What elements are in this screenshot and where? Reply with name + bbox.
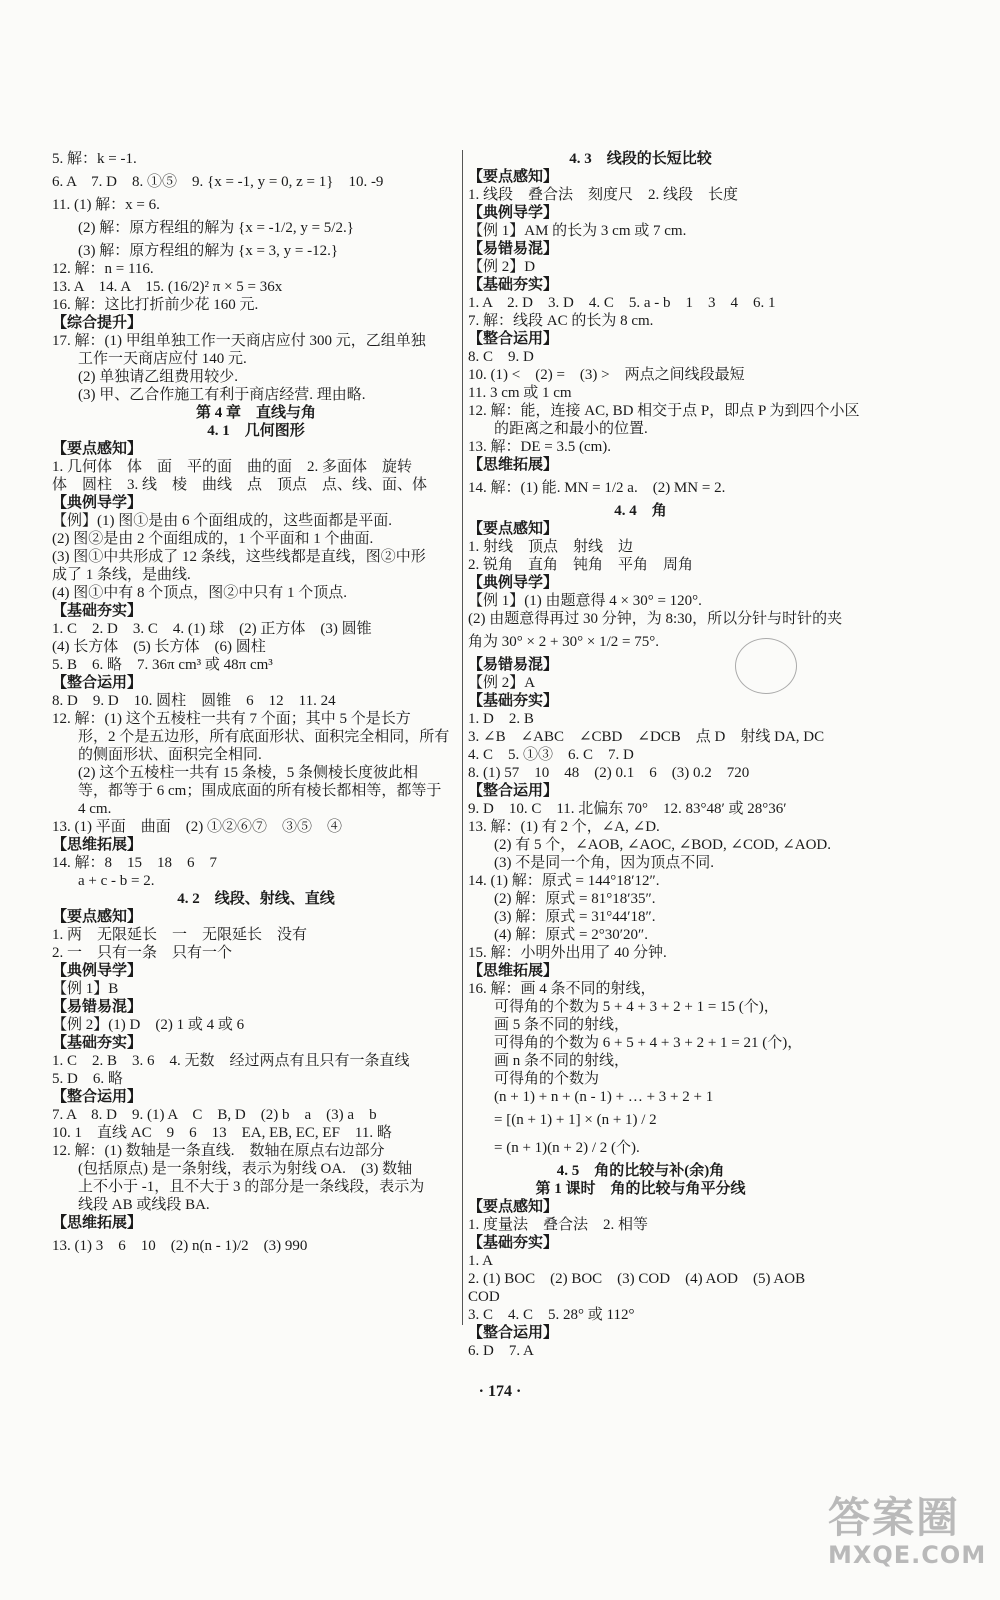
section-heading: 【要点感知】 xyxy=(52,909,143,925)
answer-line: (4) 图①中有 8 个顶点，图②中只有 1 个顶点. xyxy=(52,585,347,601)
chapter-title: 第 1 课时 角的比较与角平分线 xyxy=(535,1181,746,1197)
answer-line: 6. A 7. D 8. ①⑤ 9. {x = -1, y = 0, z = 1} 10. -9 xyxy=(52,174,384,190)
section-heading: 【思维拓展】 xyxy=(52,1215,143,1231)
answer-line: (3) 不是同一个角，因为顶点不同. xyxy=(494,855,714,871)
answer-line: 16. 解：画 4 条不同的射线， xyxy=(468,981,656,997)
answer-line: 1. 度量法 叠合法 2. 相等 xyxy=(468,1217,649,1233)
section-heading: 【整合运用】 xyxy=(52,1089,143,1105)
answer-line: 的侧面形状、面积完全相同. xyxy=(78,747,262,763)
section-heading: 【易错易混】 xyxy=(468,657,559,673)
chapter-title: 4. 5 角的比较与补(余)角 xyxy=(556,1163,725,1179)
section-heading: 【典例导学】 xyxy=(52,963,143,979)
answer-line: COD xyxy=(468,1289,500,1305)
answer-line: = [(n + 1) + 1] × (n + 1) / 2 xyxy=(494,1112,657,1128)
answer-line: 7. 解：线段 AC 的长为 8 cm. xyxy=(468,313,654,329)
answer-line: 13. 解：(1) 有 2 个，∠A, ∠D. xyxy=(468,819,660,835)
answer-line: 【例 1】AM 的长为 3 cm 或 7 cm. xyxy=(468,223,687,239)
answer-line: 体 圆柱 3. 线 棱 曲线 点 顶点 点、线、面、体 xyxy=(52,477,428,493)
answer-line: 5. B 6. 略 7. 36π cm³ 或 48π cm³ xyxy=(52,657,273,673)
watermark-line2: MXQE.COM xyxy=(828,1541,987,1569)
answer-line: (包括原点) 是一条射线，表示为射线 OA. (3) 数轴 xyxy=(78,1161,413,1177)
answer-line: 13. A 14. A 15. (16/2)² π × 5 = 36x xyxy=(52,279,283,295)
answer-line: 14. (1) 解：原式 = 144°18′12″. xyxy=(468,873,660,889)
section-heading: 【思维拓展】 xyxy=(52,837,143,853)
answer-line: 10. 1 直线 AC 9 6 13 EA, EB, EC, EF 11. 略 xyxy=(52,1125,392,1141)
section-heading: 【基础夯实】 xyxy=(52,1035,143,1051)
section-heading: 【典例导学】 xyxy=(468,205,559,221)
answer-line: 画 5 条不同的射线， xyxy=(494,1017,630,1033)
answer-line: 2. 一 只有一条 只有一个 xyxy=(52,945,233,961)
answer-line: 可得角的个数为 6 + 5 + 4 + 3 + 2 + 1 = 21 (个)， xyxy=(494,1035,803,1051)
answer-line: 9. D 10. C 11. 北偏东 70° 12. 83°48′ 或 28°36′ xyxy=(468,801,787,817)
chapter-title: 第 4 章 直线与角 xyxy=(195,405,316,421)
answer-line: 1. C 2. D 3. C 4. (1) 球 (2) 正方体 (3) 圆锥 xyxy=(52,621,372,637)
section-heading: 【整合运用】 xyxy=(468,331,559,347)
answer-line: 11. 3 cm 或 1 cm xyxy=(468,385,572,401)
answer-line: 13. (1) 3 6 10 (2) n(n - 1)/2 (3) 990 xyxy=(52,1238,308,1254)
watermark-logo xyxy=(828,1485,986,1569)
column-divider xyxy=(462,150,463,1325)
answer-line: (3) 解：原方程组的解为 {x = 3, y = -12.} xyxy=(78,243,339,259)
section-heading: 【基础夯实】 xyxy=(468,1235,559,1251)
section-heading: 【综合提升】 xyxy=(52,315,143,331)
answer-line: (2) 解：原式 = 81°18′35″. xyxy=(494,891,656,907)
answer-line: 16. 解：这比打折前少花 160 元. xyxy=(52,297,259,313)
page-number: · 174 · xyxy=(478,1383,522,1400)
answer-line: 17. 解：(1) 甲组单独工作一天商店应付 300 元，乙组单独 xyxy=(52,333,426,349)
watermark-line1: 答案圈 xyxy=(828,1493,961,1542)
answer-line: (3) 图①中共形成了 12 条线，这些线都是直线，图②中形 xyxy=(52,549,426,565)
answer-line: 的距离之和最小的位置. xyxy=(494,421,648,437)
answer-line: (2) 这个五棱柱一共有 15 条棱，5 条侧棱长度彼此相 xyxy=(78,765,418,781)
chapter-title: 4. 2 线段、射线、直线 xyxy=(177,891,335,907)
answer-line: 8. D 9. D 10. 圆柱 圆锥 6 12 11. 24 xyxy=(52,693,336,709)
answer-line: 6. D 7. A xyxy=(468,1343,534,1359)
answer-line: 【例 2】D xyxy=(468,259,536,275)
section-heading: 【要点感知】 xyxy=(468,1199,559,1215)
section-heading: 【整合运用】 xyxy=(468,783,559,799)
answer-line: 11. (1) 解：x = 6. xyxy=(52,197,160,213)
answer-line: 线段 AB 或线段 BA. xyxy=(78,1197,210,1213)
answer-line: 12. 解：(1) 这个五棱柱一共有 7 个面；其中 5 个是长方 xyxy=(52,711,411,727)
answer-line: 8. (1) 57 10 48 (2) 0.1 6 (3) 0.2 720 xyxy=(468,765,750,781)
answer-line: 7. A 8. D 9. (1) A C B, D (2) b a (3) a b xyxy=(52,1107,377,1123)
answer-line: 5. 解：k = -1. xyxy=(52,151,137,167)
answer-line: 可得角的个数为 5 + 4 + 3 + 2 + 1 = 15 (个)， xyxy=(494,999,779,1015)
answer-line: 1. D 2. B xyxy=(468,711,534,727)
answer-line: 14. 解：8 15 18 6 7 xyxy=(52,855,218,871)
answer-line: (2) 由题意得再过 30 分钟，为 8:30，所以分针与时针的夹 xyxy=(468,611,843,627)
chapter-title: 4. 3 线段的长短比较 xyxy=(569,151,712,167)
answer-line: 【例 1】(1) 由题意得 4 × 30° = 120°. xyxy=(468,593,702,609)
answer-line: 12. 解：n = 116. xyxy=(52,261,154,277)
answer-line: 2. 锐角 直角 钝角 平角 周角 xyxy=(468,557,694,573)
answer-line: (2) 单独请乙组费用较少. xyxy=(78,369,238,385)
answer-line: 10. (1) < (2) = (3) > 两点之间线段最短 xyxy=(468,367,745,383)
section-heading: 【要点感知】 xyxy=(468,169,559,185)
answer-line: 14. 解：(1) 能. MN = 1/2 a. (2) MN = 2. xyxy=(468,480,726,496)
section-heading: 【要点感知】 xyxy=(468,521,559,537)
answer-line: 3. C 4. C 5. 28° 或 112° xyxy=(468,1307,635,1323)
answer-line: 15. 解：小明外出用了 40 分钟. xyxy=(468,945,667,961)
section-heading: 【要点感知】 xyxy=(52,441,143,457)
answer-line: 1. A xyxy=(468,1253,494,1269)
answer-line: 5. D 6. 略 xyxy=(52,1071,123,1087)
right-column xyxy=(468,150,860,1360)
answer-line: a + c - b = 2. xyxy=(78,873,155,889)
section-heading: 【易错易混】 xyxy=(468,241,559,257)
answer-line: 13. 解：DE = 3.5 (cm). xyxy=(468,439,612,455)
answer-line: (n + 1) + n + (n - 1) + … + 3 + 2 + 1 xyxy=(494,1089,714,1105)
answer-line: 2. (1) BOC (2) BOC (3) COD (4) AOD (5) AOB xyxy=(468,1271,806,1287)
answer-line: 【例 2】(1) D (2) 1 或 4 或 6 xyxy=(52,1017,245,1033)
answer-line: 1. 射线 顶点 射线 边 xyxy=(468,539,634,555)
answer-line: 工作一天商店应付 140 元. xyxy=(78,351,247,367)
homework-stamp xyxy=(735,638,797,694)
answer-line: 成了 1 条线，是曲线. xyxy=(52,567,191,583)
answer-line: 12. 解：(1) 数轴是一条直线. 数轴在原点右边部分 xyxy=(52,1143,385,1159)
section-heading: 【整合运用】 xyxy=(468,1325,559,1341)
answer-line: 可得角的个数为 xyxy=(494,1071,600,1087)
left-column xyxy=(52,150,460,1260)
answer-line: 1. 几何体 体 面 平的面 曲的面 2. 多面体 旋转 xyxy=(52,459,413,475)
section-heading: 【思维拓展】 xyxy=(468,963,559,979)
answer-line: 12. 解：能，连接 AC, BD 相交于点 P，即点 P 为到四个小区 xyxy=(468,403,860,419)
section-heading: 【基础夯实】 xyxy=(52,603,143,619)
answer-line: 【例 1】B xyxy=(52,981,119,997)
answer-line: 角为 30° × 2 + 30° × 1/2 = 75°. xyxy=(468,634,660,650)
section-heading: 【基础夯实】 xyxy=(468,277,559,293)
answer-line: (2) 解：原方程组的解为 {x = -1/2, y = 5/2.} xyxy=(78,220,354,236)
answer-line: 画 n 条不同的射线， xyxy=(494,1053,630,1069)
answer-line: (2) 有 5 个，∠AOB, ∠AOC, ∠BOD, ∠COD, ∠AOD. xyxy=(494,837,832,853)
answer-line: 8. C 9. D xyxy=(468,349,534,365)
chapter-title: 4. 4 角 xyxy=(614,503,667,519)
answer-line: 4 cm. xyxy=(78,801,112,817)
answer-line: 13. (1) 平面 曲面 (2) ①②⑥⑦ ③⑤ ④ xyxy=(52,819,342,835)
answer-line: (4) 解：原式 = 2°30′20″. xyxy=(494,927,648,943)
answer-line: (2) 图②是由 2 个面组成的，1 个平面和 1 个曲面. xyxy=(52,531,374,547)
answer-line: 等，都等于 6 cm；围成底面的所有棱长都相等，都等于 xyxy=(78,783,442,799)
answer-line: 【例 2】A xyxy=(468,675,536,691)
answer-line: 3. ∠B ∠ABC ∠CBD ∠DCB 点 D 射线 DA, DC xyxy=(468,729,825,745)
section-heading: 【思维拓展】 xyxy=(468,457,559,473)
answer-line: 1. 线段 叠合法 刻度尺 2. 线段 长度 xyxy=(468,187,739,203)
answer-line: 1. C 2. B 3. 6 4. 无数 经过两点有且只有一条直线 xyxy=(52,1053,410,1069)
section-heading: 【基础夯实】 xyxy=(468,693,559,709)
answer-line: 1. 两 无限延长 一 无限延长 没有 xyxy=(52,927,308,943)
answer-line: 1. A 2. D 3. D 4. C 5. a - b 1 3 4 6. 1 xyxy=(468,295,776,311)
answer-line: 【例】(1) 图①是由 6 个面组成的，这些面都是平面. xyxy=(52,513,392,529)
answer-line: = (n + 1)(n + 2) / 2 (个). xyxy=(494,1140,640,1156)
section-heading: 【典例导学】 xyxy=(468,575,559,591)
answer-line: 形，2 个是五边形，所有底面形状、面积完全相同，所有 xyxy=(78,729,450,745)
section-heading: 【典例导学】 xyxy=(52,495,143,511)
section-heading: 【易错易混】 xyxy=(52,999,143,1015)
answer-line: 上不小于 -1，且不大于 3 的部分是一条线段，表示为 xyxy=(78,1179,425,1195)
answer-line: (4) 长方体 (5) 长方体 (6) 圆柱 xyxy=(52,639,266,655)
answer-line: (3) 解：原式 = 31°44′18″. xyxy=(494,909,656,925)
chapter-title: 4. 1 几何图形 xyxy=(207,423,305,439)
section-heading: 【整合运用】 xyxy=(52,675,143,691)
answer-line: (3) 甲、乙合作施工有利于商店经营. 理由略. xyxy=(78,387,366,403)
answer-line: 4. C 5. ①③ 6. C 7. D xyxy=(468,747,634,763)
